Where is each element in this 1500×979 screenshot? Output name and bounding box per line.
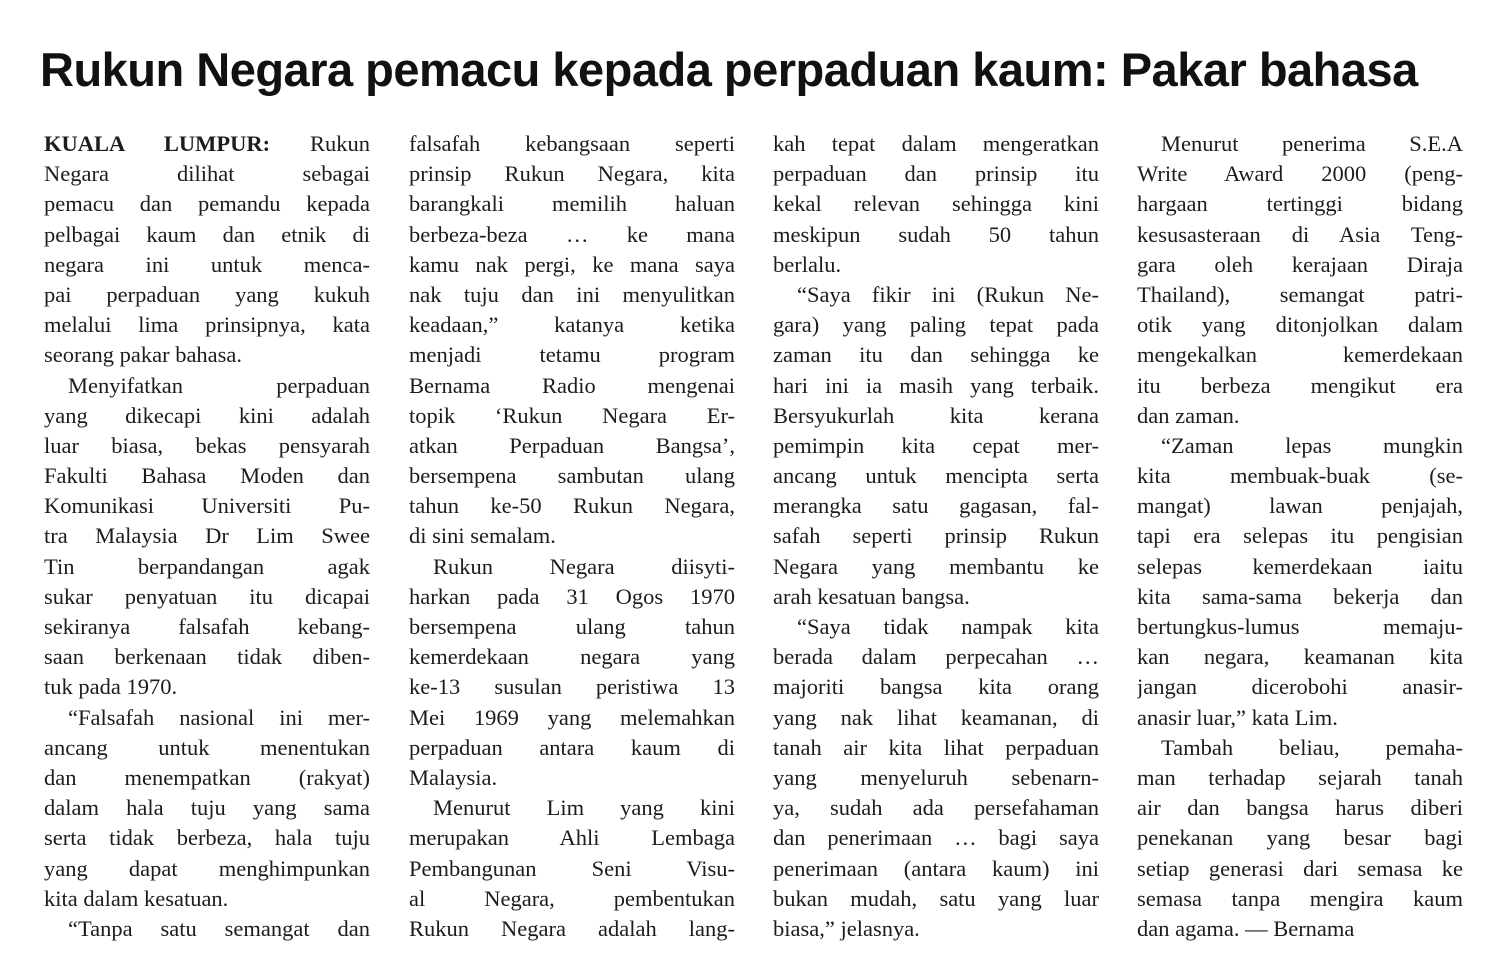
article-text-line: Malaysia. <box>409 764 498 790</box>
article-text-line: merangka satu gagasan, fal- <box>773 493 1099 519</box>
article-text-line: yang dapat menghimpunkan <box>44 855 370 881</box>
article-text-line: Negara yang membantu ke <box>773 553 1099 579</box>
article-column-2 <box>409 129 735 944</box>
article-text-line: anasir luar,” kata Lim. <box>1137 704 1338 730</box>
article-text-line: kemerdekaan negara yang <box>409 644 735 670</box>
article-text-line: topik ‘Rukun Negara Er- <box>409 402 735 428</box>
article-text-line: pemimpin kita cepat mer- <box>773 432 1099 458</box>
article-text-line: penerimaan (antara kaum) ini <box>773 855 1099 881</box>
article-text-line: Thailand), semangat patri- <box>1137 281 1463 307</box>
article-text-line: Menyifatkan perpaduan <box>68 372 370 398</box>
article-text-line: Fakulti Bahasa Moden dan <box>44 463 370 489</box>
article-text-line: pai perpaduan yang kukuh <box>44 281 370 307</box>
article-text-line: di sini semalam. <box>409 523 556 549</box>
article-text-line: itu berbeza mengikut era <box>1137 372 1463 398</box>
article-text-line: ancang untuk mencipta serta <box>773 463 1099 489</box>
article-text-line: dan agama. — Bernama <box>1137 915 1355 941</box>
article-text-line: Menurut Lim yang kini <box>433 795 735 821</box>
article-text-line: tra Malaysia Dr Lim Swee <box>44 523 370 549</box>
article-text-line: atkan Perpaduan Bangsa’, <box>409 432 735 458</box>
dateline: KUALA LUMPUR: <box>44 131 271 156</box>
article-text-line: bukan mudah, satu yang luar <box>773 885 1099 911</box>
article-text-line: tapi era selepas itu pengisian <box>1137 523 1463 549</box>
article-text-line: jangan dicerobohi anasir- <box>1137 674 1463 700</box>
article-text-line: dan penerimaan … bagi saya <box>773 825 1099 851</box>
article-text-line: tanah air kita lihat perpaduan <box>773 734 1099 760</box>
article-text-line: melalui lima prinsipnya, kata <box>44 312 370 338</box>
article-text-line: Write Award 2000 (peng- <box>1137 161 1463 187</box>
article-text-line: sekiranya falsafah kebang- <box>44 614 370 639</box>
article-text-line: al Negara, pembentukan <box>409 885 735 911</box>
article-text-line: kan negara, keamanan kita <box>1137 644 1463 670</box>
article-text-line: safah seperti prinsip Rukun <box>773 523 1099 549</box>
article-text-line: merupakan Ahli Lembaga <box>409 825 735 851</box>
article-text-line: “Saya fikir ini (Rukun Ne- <box>797 281 1099 307</box>
article-text-line: Rukun Negara diisyti- <box>433 553 735 579</box>
article-text-line: kesusasteraan di Asia Teng- <box>1137 221 1463 247</box>
article-text-line: tahun ke-50 Rukun Negara, <box>409 493 735 519</box>
article-text-line: pelbagai kaum dan etnik di <box>44 221 370 247</box>
article-text-line: luar biasa, bekas pensyarah <box>44 432 370 458</box>
article-text-line: kita sama-sama bekerja dan <box>1137 583 1463 609</box>
article-text-line: seorang pakar bahasa. <box>44 342 243 368</box>
article-text-line: Rukun Negara adalah lang- <box>409 915 735 941</box>
article-text-line: keadaan,” katanya ketika <box>409 312 735 338</box>
article-text-line: biasa,” jelasnya. <box>773 915 920 941</box>
article-text-line: yang nak lihat keamanan, di <box>773 704 1099 730</box>
article-text-line: kita membuak-buak (se- <box>1137 463 1463 489</box>
article-column-3 <box>773 129 1099 944</box>
article-text-line: yang dikecapi kini adalah <box>44 402 370 428</box>
article-text-line: zaman itu dan sehingga ke <box>773 342 1099 368</box>
article-text-line: yang menyeluruh sebenarn- <box>773 764 1099 790</box>
article-text-line: perpaduan dan prinsip itu <box>773 161 1099 187</box>
article-text-line: setiap generasi dari semasa ke <box>1137 855 1463 881</box>
article-text-line: meskipun sudah 50 tahun <box>773 221 1099 247</box>
article-text-line: penekanan yang besar bagi <box>1137 825 1463 851</box>
article-text-line: barangkali memilih haluan <box>409 191 735 217</box>
article-text-line: Negara dilihat sebagai <box>44 161 370 187</box>
article-text-line: selepas kemerdekaan iaitu <box>1137 553 1463 579</box>
article-text-line: kah tepat dalam mengeratkan <box>773 131 1099 156</box>
article-text-line: Bernama Radio mengenai <box>409 372 735 398</box>
article-text-line: semasa tanpa mengira kaum <box>1137 885 1463 911</box>
article-text-line <box>44 129 370 159</box>
article-text-line: sukar penyatuan itu dicapai <box>44 583 370 609</box>
article-text-line: ke-13 susulan peristiwa 13 <box>409 674 735 700</box>
article-text-line: kita dalam kesatuan. <box>44 885 229 911</box>
article-text-line: negara ini untuk menca- <box>44 251 370 277</box>
article-text-line: arah kesatuan bangsa. <box>773 583 970 609</box>
article-body <box>0 129 1500 949</box>
article-text-line: dan menempatkan (rakyat) <box>44 764 370 790</box>
article-text-line: ya, sudah ada persefahaman <box>773 795 1099 821</box>
article-text-line: mangat) lawan penjajah, <box>1137 493 1463 519</box>
article-text-line: nak tuju dan ini menyulitkan <box>409 281 735 307</box>
article-text-line: Tambah beliau, pemaha- <box>1161 734 1463 760</box>
article-text-line: berbeza-beza … ke mana <box>409 221 735 247</box>
article-text-line: falsafah kebangsaan seperti <box>409 131 735 156</box>
article-text-line: perpaduan antara kaum di <box>409 734 735 760</box>
article-text-line: bersempena sambutan ulang <box>409 463 735 489</box>
article-text-line: serta tidak berbeza, hala tuju <box>44 825 370 851</box>
article-text-line: gara oleh kerajaan Diraja <box>1137 251 1463 277</box>
article-text-line: Menurut penerima S.E.A <box>1161 131 1463 156</box>
article-text-line: “Zaman lepas mungkin <box>1161 432 1463 458</box>
article-text-line: man terhadap sejarah tanah <box>1137 764 1463 790</box>
article-text-line: berlalu. <box>773 251 842 277</box>
article-text-line: ancang untuk menentukan <box>44 734 370 760</box>
article-text-line: majoriti bangsa kita orang <box>773 674 1099 700</box>
article-text-line: Mei 1969 yang melemahkan <box>409 704 735 730</box>
article-text-line: Bersyukurlah kita kerana <box>773 402 1099 428</box>
article-text-line: bersempena ulang tahun <box>409 614 735 639</box>
article-text-line: Komunikasi Universiti Pu- <box>44 493 370 519</box>
article-text-line: gara) yang paling tepat pada <box>773 312 1099 338</box>
article-column-1 <box>44 129 370 944</box>
article-text-line: dan zaman. <box>1137 402 1240 428</box>
article-text-line: Pembangunan Seni Visu- <box>409 855 735 881</box>
article-text-line: harkan pada 31 Ogos 1970 <box>409 583 735 609</box>
article-text-line: hargaan tertinggi bidang <box>1137 191 1463 217</box>
article-text-line: tuk pada 1970. <box>44 674 178 700</box>
article-text-line: kamu nak pergi, ke mana saya <box>409 251 735 277</box>
article-text-line: bertungkus-lumus memaju- <box>1137 614 1463 639</box>
article-text-line: saan berkenaan tidak diben- <box>44 644 370 670</box>
article-text-line: prinsip Rukun Negara, kita <box>409 161 735 187</box>
article-text-line: mengekalkan kemerdekaan <box>1137 342 1463 368</box>
article-text-line: dalam hala tuju yang sama <box>44 795 370 821</box>
article-text-line: hari ini ia masih yang terbaik. <box>773 372 1099 398</box>
article-text-line: “Falsafah nasional ini mer- <box>68 704 370 730</box>
article-text-line: berada dalam perpecahan … <box>773 644 1099 670</box>
article-text-line: Tin berpandangan agak <box>44 553 370 579</box>
article-text-line: “Tanpa satu semangat dan <box>68 915 370 941</box>
article-headline: Rukun Negara pemacu kepada perpaduan kaum: Pakar bahasa <box>40 43 1418 96</box>
article-text-line: otik yang ditonjolkan dalam <box>1137 312 1463 338</box>
article-text-fragment: Rukun <box>270 131 370 156</box>
article-text-line: pemacu dan pemandu kepada <box>44 191 370 217</box>
article-text-line: menjadi tetamu program <box>409 342 735 368</box>
article-text-line: air dan bangsa harus diberi <box>1137 795 1463 821</box>
article-text-line: “Saya tidak nampak kita <box>797 614 1099 639</box>
article-column-4 <box>1137 129 1463 944</box>
article-text-line: kekal relevan sehingga kini <box>773 191 1099 217</box>
